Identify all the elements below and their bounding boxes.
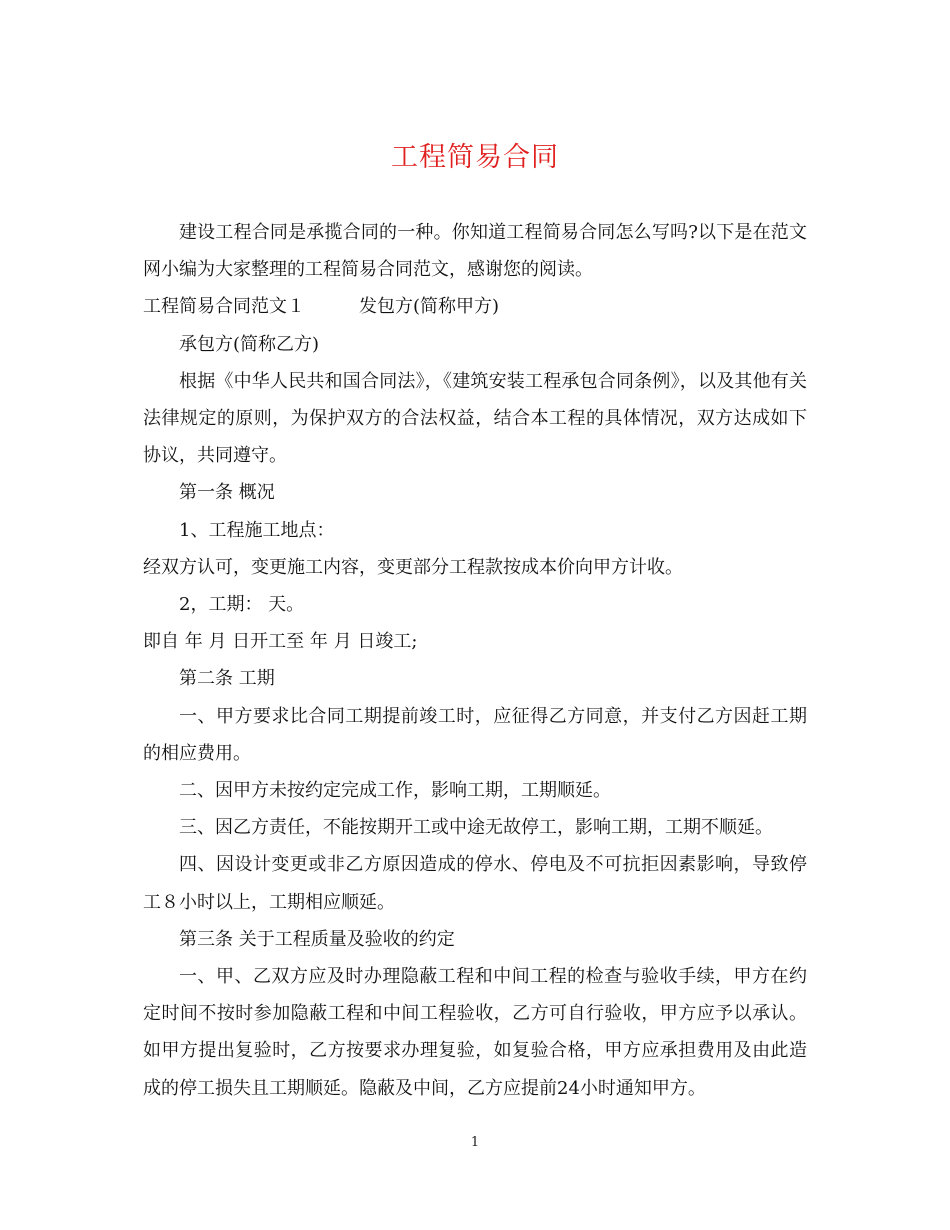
page-number: 1: [470, 1135, 480, 1150]
change-cost-paragraph: 经双方认可，变更施工内容，变更部分工程款按成本价向甲方计收。: [143, 556, 683, 578]
article-three-heading: 第三条 关于工程质量及验收的约定: [179, 928, 455, 950]
early-completion-clause: 一、甲方要求比合同工期提前竣工时，应征得乙方同意，并支付乙方因赶工期的相应费用。: [143, 705, 807, 764]
duration-item: 2，工期： 天。: [179, 594, 305, 616]
article-one-heading: 第一条 概况: [179, 482, 275, 504]
party-b-delay-clause: 三、因乙方责任，不能按期开工或中途无故停工，影响工期，工期不顺延。: [179, 817, 773, 839]
sample-heading-line: [143, 288, 807, 325]
document-title: 工程简易合同: [391, 142, 559, 173]
intro-paragraph: 建设工程合同是承揽合同的一种。你知道工程简易合同怎么写吗?以下是在范文网小编为大家整理的工程简易合同范文，感谢您的阅读。: [143, 222, 807, 281]
article-two-heading: 第二条 工期: [179, 668, 275, 690]
start-end-date-line: 即自 年 月 日开工至 年 月 日竣工;: [143, 631, 418, 653]
party-a-delay-clause: 二、因甲方未按约定完成工作，影响工期，工期顺延。: [179, 780, 611, 802]
sample-heading: 工程简易合同范文１: [143, 296, 305, 318]
party-a-label: 发包方(简称甲方): [359, 296, 500, 318]
document-body: [143, 214, 807, 1107]
inspection-acceptance-clause: 一、甲、乙双方应及时办理隐蔽工程和中间工程的检查与验收手续，甲方在约定时间不按时参加隐蔽工程和中间工程验收，乙方可自行验收，甲方应予以承认。如甲方提出复验时，乙方按要求办理复验，如复验合格，甲方应承担费用及由此造成的停工损失且工期顺延。隐蔽及中间，乙方应提前24小时通知甲方。: [143, 966, 807, 1099]
legal-basis-paragraph: 根据《中华人民共和国合同法》，《建筑安装工程承包合同条例》，以及其他有关法律规定的原则，为保护双方的合法权益，结合本工程的具体情况，双方达成如下协议，共同遵守。: [143, 370, 807, 467]
force-majeure-clause: 四、因设计变更或非乙方原因造成的停水、停电及不可抗拒因素影响，导致停工８小时以上，工期相应顺延。: [143, 854, 807, 913]
construction-site-item: 1、工程施工地点：: [179, 519, 335, 541]
party-b-label: 承包方(简称乙方): [179, 333, 320, 355]
